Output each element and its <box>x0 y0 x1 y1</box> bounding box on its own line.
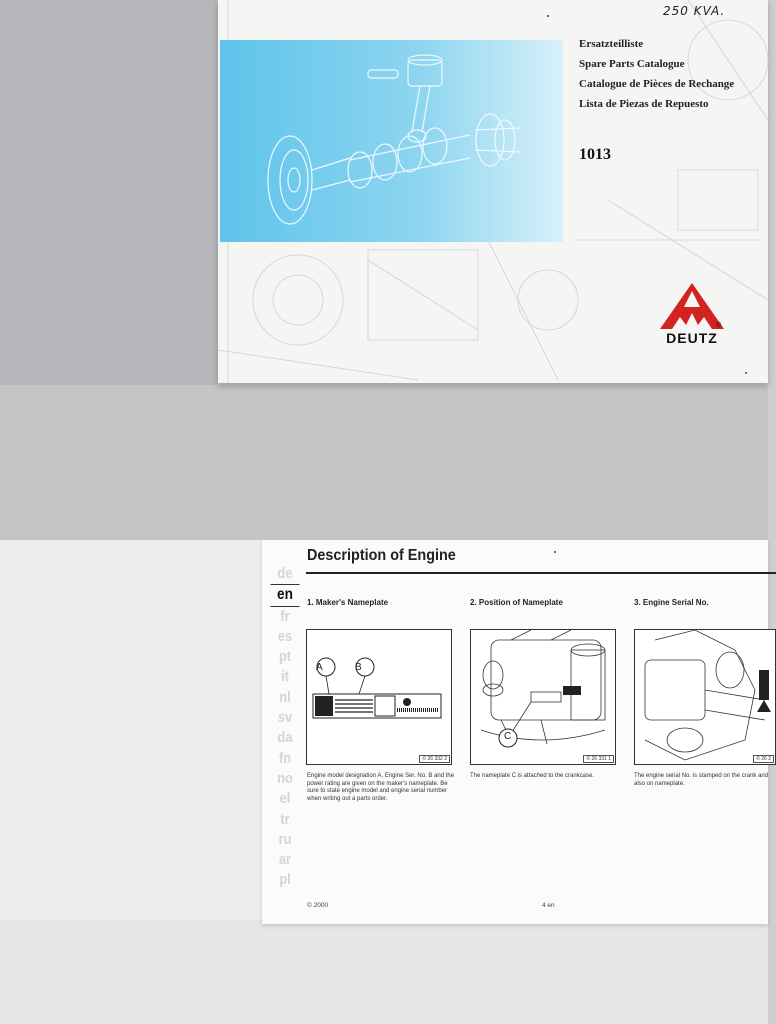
speck <box>745 372 747 374</box>
lang-tab-sv: sv <box>277 709 293 727</box>
section-3-heading: 3. Engine Serial No. <box>634 598 709 607</box>
copyright: © 2000 <box>307 902 329 909</box>
lang-tab-fn: fn <box>278 749 292 767</box>
section-1-text: Engine model designation A, Engine Ser. No. B and the power rating are given on the maker's nameplate. Be sure to state engine model and engine serial number when writing out a parts order. <box>307 773 455 802</box>
lang-tab-el: el <box>279 790 291 808</box>
lang-tab-tr: tr <box>280 810 290 828</box>
figure-code: © 26 331 1 <box>583 755 614 763</box>
background-gap <box>0 385 768 540</box>
title-divider <box>306 572 776 574</box>
manual-page <box>262 540 771 924</box>
section-2-text: The nameplate C is attached to the crankcase. <box>470 773 595 779</box>
lang-tab-pl: pl <box>279 871 291 889</box>
figure-code: © 26 332 2 <box>419 755 450 763</box>
speck <box>554 551 556 553</box>
lang-tab-ru: ru <box>278 830 292 848</box>
catalogue-titles <box>579 38 759 118</box>
nameplate-drawing <box>307 630 451 764</box>
title-spanish: Lista de Piezas de Repuesto <box>579 98 709 110</box>
callout-c: C <box>504 731 512 742</box>
background-bottom-left <box>0 540 262 924</box>
lang-tab-it: it <box>281 668 289 686</box>
lang-tab-en: en <box>271 584 300 606</box>
callout-a: A <box>316 662 323 673</box>
section-2-heading: 2. Position of Nameplate <box>470 598 563 607</box>
lang-tab-es: es <box>277 627 293 645</box>
lang-tab-nl: nl <box>279 688 291 706</box>
crankcase-drawing <box>471 630 615 764</box>
engine-block-drawing <box>635 630 775 764</box>
title-french: Catalogue de Pièces de Rechange <box>579 78 735 90</box>
page-number: 4 en <box>542 902 555 909</box>
lang-tab-no: no <box>277 769 293 787</box>
logo-text: DEUTZ <box>666 330 718 346</box>
speck <box>547 15 549 17</box>
handwritten-note: 250 KVA. <box>663 4 726 18</box>
lang-tab-fr: fr <box>280 607 290 625</box>
lang-tab-da: da <box>277 729 293 747</box>
catalogue-cover <box>218 0 768 383</box>
figure-code: © 26 2 <box>753 755 774 763</box>
page-title: Description of Engine <box>307 547 456 564</box>
nameplate-figure <box>306 629 452 765</box>
registered-mark: ® <box>716 322 722 329</box>
section-1-heading: 1. Maker's Nameplate <box>307 598 389 607</box>
background-left <box>0 0 218 385</box>
background-bottom <box>0 920 768 1024</box>
crankcase-figure <box>470 629 616 765</box>
section-3-text: The engine serial No. is stamped on the crank and also on nameplate. <box>634 773 769 787</box>
lang-tab-de: de <box>277 565 293 582</box>
title-german: Ersatzteilliste <box>579 38 644 50</box>
lang-tab-ar: ar <box>278 851 292 869</box>
title-english: Spare Parts Catalogue <box>579 58 685 70</box>
serial-number-figure <box>634 629 776 765</box>
crankshaft-illustration <box>220 40 563 242</box>
engine-model: 1013 <box>579 146 611 163</box>
lang-tab-pt: pt <box>278 648 292 666</box>
language-tabs <box>268 564 302 891</box>
callout-b: B <box>355 662 362 673</box>
